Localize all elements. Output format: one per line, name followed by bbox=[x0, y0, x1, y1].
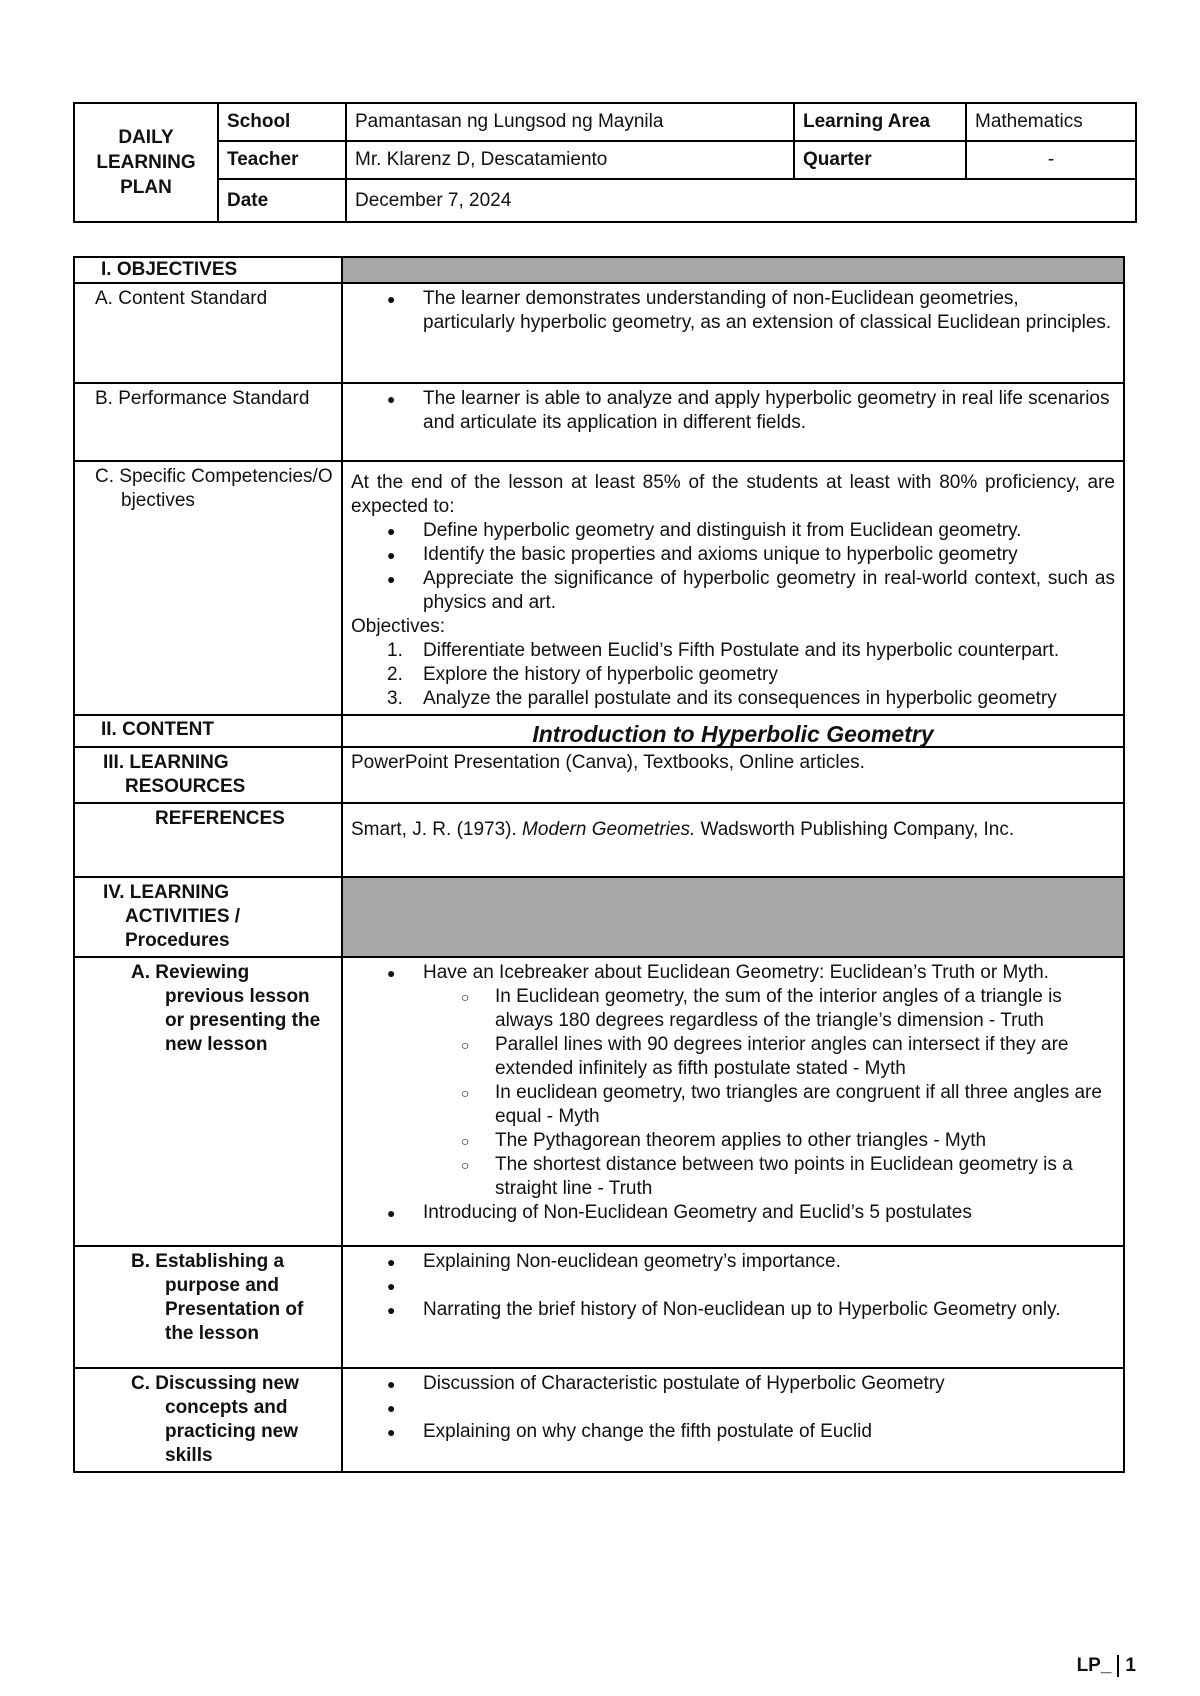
references-label-cell bbox=[74, 803, 342, 877]
performance-standard-text: ● The learner is able to analyze and apply hyperbolic geometry in real life scenarios and articulate its application in different fields. bbox=[423, 387, 1115, 435]
performance-standard-cell bbox=[342, 383, 1124, 461]
content-standard-cell bbox=[342, 283, 1124, 383]
content-standard-label-cell bbox=[74, 283, 342, 383]
content-title: Introduction to Hyperbolic Geometry bbox=[532, 721, 934, 747]
activity-c-spacer bbox=[423, 1396, 1115, 1420]
activity-a-sub-item: ○ The Pythagorean theorem applies to other triangles - Myth bbox=[495, 1129, 1115, 1153]
content-heading-cell bbox=[74, 715, 342, 747]
objective-num: 2. bbox=[387, 664, 403, 685]
activity-b-item: ● Explaining Non-euclidean geometry’s importance. bbox=[423, 1250, 1115, 1274]
quarter-value: - bbox=[966, 141, 1136, 179]
content-standard-text: ● The learner demonstrates understanding of non-Euclidean geometries, particularly hyperbolic geometry, as an extension of classical Euclidean principles. bbox=[423, 287, 1115, 335]
specific-label: C. Specific Competencies/Objectives bbox=[95, 466, 333, 511]
activity-c-item: ● Discussion of Characteristic postulate of Hyperbolic Geometry bbox=[423, 1372, 1115, 1396]
activity-a-sub-item: ○ In Euclidean geometry, the sum of the interior angles of a triangle is always 180 degrees regardless of the triangle’s dimension - Truth bbox=[495, 985, 1115, 1033]
activity-b-cell bbox=[342, 1246, 1124, 1368]
activity-a-label-cell bbox=[74, 957, 342, 1246]
resources-heading-cell bbox=[74, 747, 342, 803]
resources-heading: III. LEARNING RESOURCES bbox=[103, 752, 246, 797]
specific-cell bbox=[342, 461, 1124, 715]
quarter-label: Quarter bbox=[794, 141, 966, 179]
activities-gray-cell bbox=[342, 877, 1124, 957]
objective-item bbox=[387, 639, 1115, 663]
resources-value: PowerPoint Presentation (Canva), Textbooks, Online articles. bbox=[351, 752, 865, 773]
plan-table bbox=[73, 256, 1125, 1473]
ref-publisher: Wadsworth Publishing Company, Inc. bbox=[695, 819, 1015, 840]
objective-text: Analyze the parallel postulate and its consequences in hyperbolic geometry bbox=[423, 688, 1057, 709]
activity-b-label-cell bbox=[74, 1246, 342, 1368]
competency-item: ● Define hyperbolic geometry and distinguish it from Euclidean geometry. bbox=[423, 519, 1115, 543]
content-standard-label: A. Content Standard bbox=[95, 288, 268, 309]
school-label: School bbox=[218, 103, 346, 141]
competency-item: ● Identify the basic properties and axioms unique to hyperbolic geometry bbox=[423, 543, 1115, 567]
date-label: Date bbox=[218, 179, 346, 222]
date-value: December 7, 2024 bbox=[346, 179, 1136, 222]
teacher-value: Mr. Klarenz D, Descatamiento bbox=[346, 141, 794, 179]
performance-standard-label: B. Performance Standard bbox=[95, 388, 310, 409]
objectives-gray-cell bbox=[342, 257, 1124, 283]
activity-a-main bbox=[423, 961, 1115, 1201]
activity-c-item: ● Explaining on why change the fifth postulate of Euclid bbox=[423, 1420, 1115, 1444]
teacher-label: Teacher bbox=[218, 141, 346, 179]
activity-a-sub-item: ○ The shortest distance between two points in Euclidean geometry is a straight line - Truth bbox=[495, 1153, 1115, 1201]
activity-a-sub-item: ○ Parallel lines with 90 degrees interior angles can intersect if they are extended infinitely as fifth postulate stated - Myth bbox=[495, 1033, 1115, 1081]
activity-a-sub-item: ○ In euclidean geometry, two triangles are congruent if all three angles are equal - Myth bbox=[495, 1081, 1115, 1129]
activities-heading: IV. LEARNING ACTIVITIES / Procedures bbox=[103, 882, 241, 951]
objectives-heading-cell bbox=[74, 257, 342, 283]
content-heading: II. CONTENT bbox=[101, 719, 214, 740]
activity-c-cell bbox=[342, 1368, 1124, 1472]
activity-b-spacer bbox=[423, 1274, 1115, 1298]
page-footer bbox=[1077, 1655, 1136, 1677]
footer-divider bbox=[1117, 1655, 1119, 1677]
activity-c-label: C. Discussing new concepts and practicing new skills bbox=[131, 1373, 299, 1466]
activity-b-label: B. Establishing a purpose and Presentation of the lesson bbox=[131, 1251, 304, 1344]
activity-b-item: ● Narrating the brief history of Non-euclidean up to Hyperbolic Geometry only. bbox=[423, 1298, 1115, 1322]
references-cell bbox=[342, 803, 1124, 877]
objective-item bbox=[387, 663, 1115, 687]
learning-area-value: Mathematics bbox=[966, 103, 1136, 141]
activity-a-label: A. Reviewing previous lesson or presenting the new lesson bbox=[131, 962, 321, 1055]
activity-a-last: ● Introducing of Non-Euclidean Geometry and Euclid’s 5 postulates bbox=[423, 1201, 1115, 1225]
specific-intro: At the end of the lesson at least 85% of the students at least with 80% proficiency, are expected to: bbox=[351, 472, 1115, 517]
performance-standard-label-cell bbox=[74, 383, 342, 461]
ref-title: Modern Geometries. bbox=[522, 819, 696, 840]
competency-item: ● Appreciate the significance of hyperbolic geometry in real-world context, such as physics and art. bbox=[423, 567, 1115, 615]
objective-text: Explore the history of hyperbolic geometry bbox=[423, 664, 778, 685]
objectives-label: Objectives: bbox=[351, 616, 445, 637]
footer-label: LP_ bbox=[1076, 1655, 1112, 1677]
learning-area-label: Learning Area bbox=[794, 103, 966, 141]
objectives-heading: I. OBJECTIVES bbox=[101, 259, 238, 280]
activity-a-main-text: Have an Icebreaker about Euclidean Geometry: Euclidean’s Truth or Myth. bbox=[423, 962, 1049, 983]
objective-item bbox=[387, 687, 1115, 711]
resources-cell bbox=[342, 747, 1124, 803]
objective-text: Differentiate between Euclid’s Fifth Postulate and its hyperbolic counterpart. bbox=[423, 640, 1060, 661]
school-value: Pamantasan ng Lungsod ng Maynila bbox=[346, 103, 794, 141]
objective-num: 3. bbox=[387, 688, 403, 709]
activity-c-label-cell bbox=[74, 1368, 342, 1472]
activities-heading-cell bbox=[74, 877, 342, 957]
plan-label: DAILY LEARNING PLAN bbox=[74, 103, 218, 222]
content-title-cell bbox=[342, 715, 1124, 747]
ref-author: Smart, J. R. (1973). bbox=[351, 819, 523, 840]
references-label: REFERENCES bbox=[155, 808, 285, 829]
specific-label-cell bbox=[74, 461, 342, 715]
page-number: 1 bbox=[1125, 1655, 1136, 1677]
activity-a-cell bbox=[342, 957, 1124, 1246]
objective-num: 1. bbox=[387, 640, 403, 661]
header-table bbox=[73, 102, 1137, 223]
